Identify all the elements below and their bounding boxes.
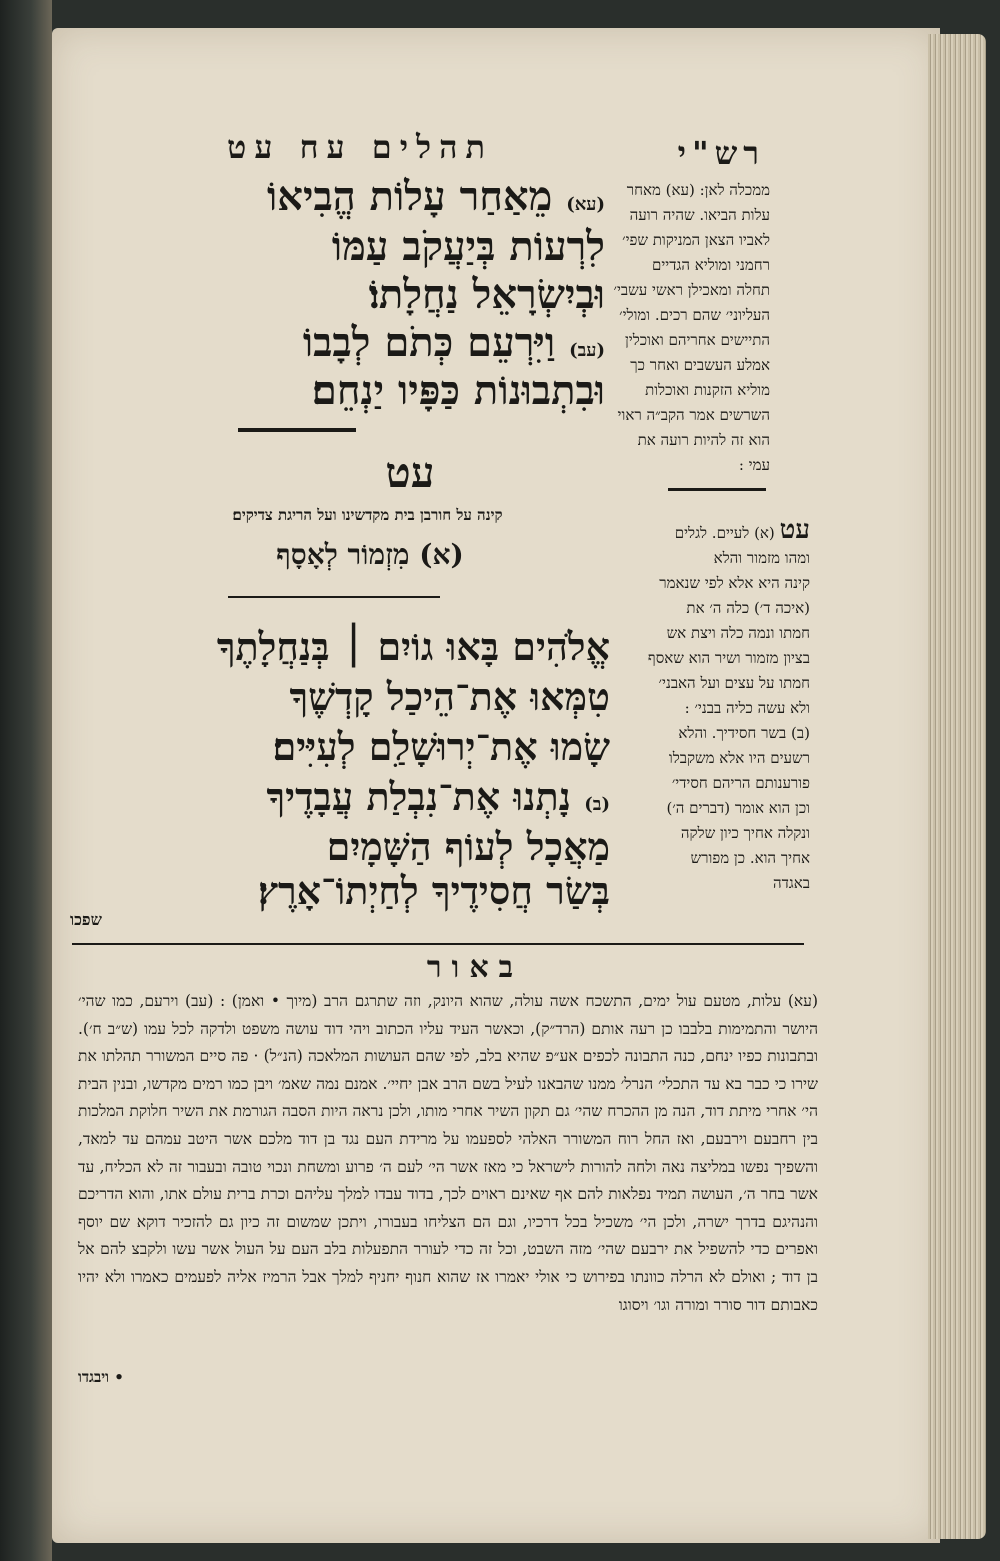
verse-line: טִמְּאוּ אֶת־הֵיכַל קָדְשֶׁךָ bbox=[289, 674, 610, 719]
book-spine-edge bbox=[0, 0, 52, 1561]
running-head: תהלים עח עט bbox=[226, 128, 493, 166]
rashi-commentary-block: ממכלה לאן: (עא) מאחר עלות הביאו. שהיה רועה לאביו הצאן המניקות שפי׳ רחמני ומוליא הגדיים תחלה ומאכילן ראשי עשבי׳ העליוני׳ שהם רכים. ומולי׳ התיישים אחריהם ואוכלין אמלע העשבים ואחר כך מוליא הזקנות ואוכלות השרשים אמר הקב״ה ראוי הוא זה להיות רועה את עמי : bbox=[613, 181, 770, 474]
psalm-title: (א) מִזְמוֹר לְאָסָף bbox=[276, 538, 464, 571]
catchword: • ויבגדו bbox=[78, 1368, 124, 1386]
verse-line: אֱלֹהִים בָּאוּ גוֹיִם ׀ בְּנַחֲלָתֶךָ bbox=[216, 624, 610, 669]
verse-line: וּבִתְבוּנוֹת כַּפָּיו יַנְחֵם׃ bbox=[311, 367, 605, 414]
catchword: שפכו bbox=[70, 910, 102, 929]
verse-line: (ב) נָתְנוּ אֶת־נִבְלַת עֲבָדֶיךָ bbox=[266, 774, 610, 819]
psalm-number: עט bbox=[385, 448, 435, 497]
biur-heading: באור bbox=[426, 950, 524, 985]
psalm-superscription: קינה על חורבן בית מקדשינו ועל הריגת צדיקים׃ bbox=[232, 506, 503, 524]
page-edges bbox=[928, 34, 986, 1539]
title-rule bbox=[228, 596, 440, 598]
biur-commentary: (עא) עלות, מטעם עול ימים, התשכח אשה עולה, שהוא היונק, וזה שתרגם הרב (מיוך • ואמן) : (עב) וירעם, כמו שהי׳ היושר והתמימות בלבבו כן רעה אותם (הרד״ק), וכאשר העיד עליו הכתוב ויהי דוד עושה משפט ולדקה לכל עמו (ש״ב ח׳). ובתבונות כפיו ינחם, כנה התבונה לכפים אע״פ שהיא בלב, לפי שהם העושות המלאכה (הנ״ל) · פה סיים המשורר תהלתו את שירו כי כבר בא עד התכלי׳ הנרל׳ ממנו שהבאנו לעיל בשם הרב אבן יחיי׳. אמנם נמה שאמ׳ ויבן כמו רמים מקדשו, ובנין הבית הי׳ אחרי מיתת דוד, הנה מן ההכרח שהי׳ גם תקון השיר אחרי מותו, ולכן נראה היות הסבה הגורמת את השיר חלוקת המלכות בין רחבעם וירבעם, ואז החל רוח המשורר האלהי לספעמו על מרידת העם נגד בן דוד מלכם אשר היטב עמהם עד למאד, והשפיך נפשו במליצה נאה ולחה להורות לישראל כי מאז אשר הי׳ לעם ה׳ פרוע ומשחת ונכוי טובה ובעבור זה לא הכליח, עד אשר בחר ה׳, העושה תמיד נפלאות להם אף שאינם ראוים לכך, בדוד עבדו למלך עליהם וכרת ברית עולם אתו, והוא הדריכם והנהיגם בדרך ישרה, ולכן הי׳ משכיל בכל דרכיו, וגם הם הצליחו בעבורו, ויתכן שמשום זה כיון גם להזכיר דוקא שם יוסף ואפרים כדי להשפיל את ירבעם שהי׳ מזה השבט, וכל זה כדי לעורר התפעלות בלב העם על העול אשר עשו ולקבצ להם אל בן דוד ; ואולם לא הרלה כוונתו בפירוש כי אולי יאמרו אז שהוא חנוף יחניף למלך אבל הרמיז אליה לפעמים כאמרו ולא יהיו כאבותם דור סורר ומורה וגו׳ ויסוגו bbox=[78, 992, 818, 1314]
verse-line: מַאֲכָל לְעוֹף הַשָּׁמָיִם bbox=[326, 824, 610, 869]
verse-line: בְּשַׂר חֲסִידֶיךָ לְחַיְתוֹ־אָרֶץ׃ bbox=[258, 868, 610, 913]
verse-line: (עא) מֵאַחַר עָלוֹת הֱבִיאוֹ bbox=[267, 173, 605, 220]
rashi-heading: רש"י bbox=[677, 134, 765, 172]
verse-line: (עב) וַיִּרְעֵם כְּתֹם לְבָבוֹ bbox=[302, 319, 605, 366]
verse-line: שָׂמוּ אֶת־יְרוּשָׁלִַם לְעִיִּים׃ bbox=[272, 724, 610, 769]
verse-line: לִרְעוֹת בְּיַעֲקֹב עַמּוֹ bbox=[331, 223, 605, 270]
section-divider bbox=[238, 428, 356, 432]
rashi-commentary-block: עט (א) לעיים. לגלים ומהו מזמור והלא קינה היא אלא לפי שנאמר (איכה ד׳) כלה ה׳ את חמתו ונמה כלה ויצת אש בציון מזמור ושיר הוא שאסף חמתו על עצים ועל האבני׳ ולא עשה כליה בבני׳ : (ב) בשר חסידיך. והלא רשעים היו אלא משקבלו פורענותם הריהם חסידי׳ וכן הוא אומר (דברים ה׳) ונקלה אחיך כיון שלקה אחיך הוא. כן מפורש באגדה bbox=[647, 515, 810, 892]
verse-line: וּבְיִשְׂרָאֵל נַחֲלָתוֹ׃ bbox=[368, 271, 605, 318]
rashi-divider bbox=[668, 488, 766, 491]
biur-divider bbox=[72, 943, 804, 945]
